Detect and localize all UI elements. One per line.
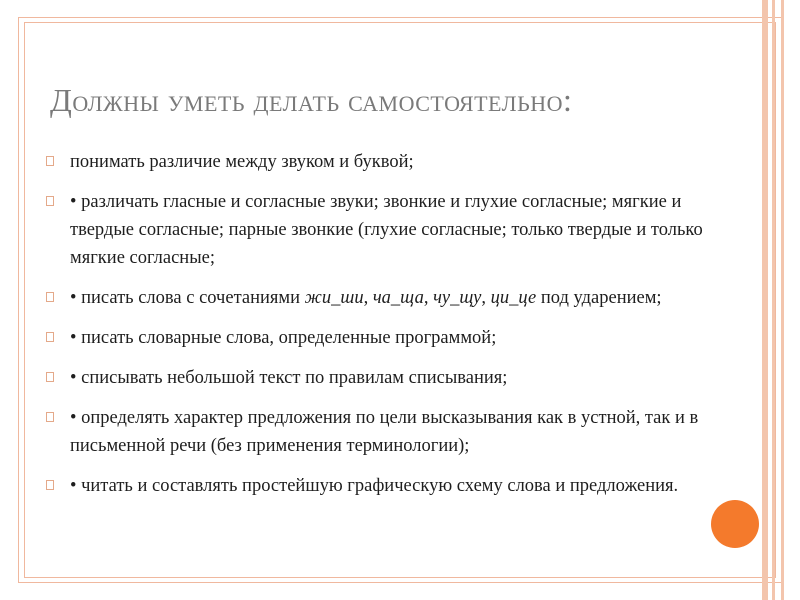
list-item-text bbox=[70, 288, 662, 308]
orange-circle-decoration bbox=[711, 500, 759, 548]
separator: , bbox=[423, 288, 434, 308]
decorative-stripe bbox=[781, 0, 784, 600]
square-bullet-icon bbox=[46, 196, 54, 206]
list-item-text: • списывать небольшой текст по правилам списывания; bbox=[70, 368, 508, 388]
square-bullet-icon bbox=[46, 372, 54, 382]
separator: , bbox=[481, 288, 491, 308]
text-run: под ударением; bbox=[536, 288, 662, 308]
bullet-list bbox=[44, 148, 704, 512]
decorative-stripe bbox=[772, 0, 775, 600]
square-bullet-icon bbox=[46, 156, 54, 166]
square-bullet-icon bbox=[46, 332, 54, 342]
list-item-text: • определять характер предложения по цели высказывания как в устной, так и в письменной речи (без применения терминологии); bbox=[70, 408, 699, 456]
square-bullet-icon bbox=[46, 412, 54, 422]
list-item-text: • писать словарные слова, определенные программой; bbox=[70, 328, 497, 348]
square-bullet-icon bbox=[46, 480, 54, 490]
list-item bbox=[44, 324, 704, 352]
list-item bbox=[44, 188, 704, 272]
separator: , bbox=[363, 288, 373, 308]
list-item bbox=[44, 404, 704, 460]
list-item-text: • читать и составлять простейшую графическую схему слова и предложения. bbox=[70, 476, 679, 496]
list-item bbox=[44, 148, 704, 176]
list-item-text: • различать гласные и согласные звуки; звонкие и глухие согласные; мягкие и твердые согласные; парные звонкие (глухие согласные; только твердые и только мягкие согласные; bbox=[70, 192, 703, 268]
list-item bbox=[44, 472, 704, 500]
italic-syllables: чу_щу bbox=[433, 288, 482, 308]
italic-syllables: ци_це bbox=[490, 288, 537, 308]
decorative-stripe bbox=[762, 0, 768, 600]
italic-syllables: ча_ща bbox=[372, 288, 424, 308]
list-item bbox=[44, 364, 704, 392]
slide-title: Должны уметь делать самостоятельно: bbox=[50, 82, 573, 118]
list-item-text: понимать различие между звуком и буквой; bbox=[70, 152, 414, 172]
square-bullet-icon bbox=[46, 292, 54, 302]
text-run: • писать слова с сочетаниями bbox=[70, 288, 305, 308]
list-item bbox=[44, 284, 704, 312]
italic-syllables: жи_ши bbox=[304, 288, 364, 308]
